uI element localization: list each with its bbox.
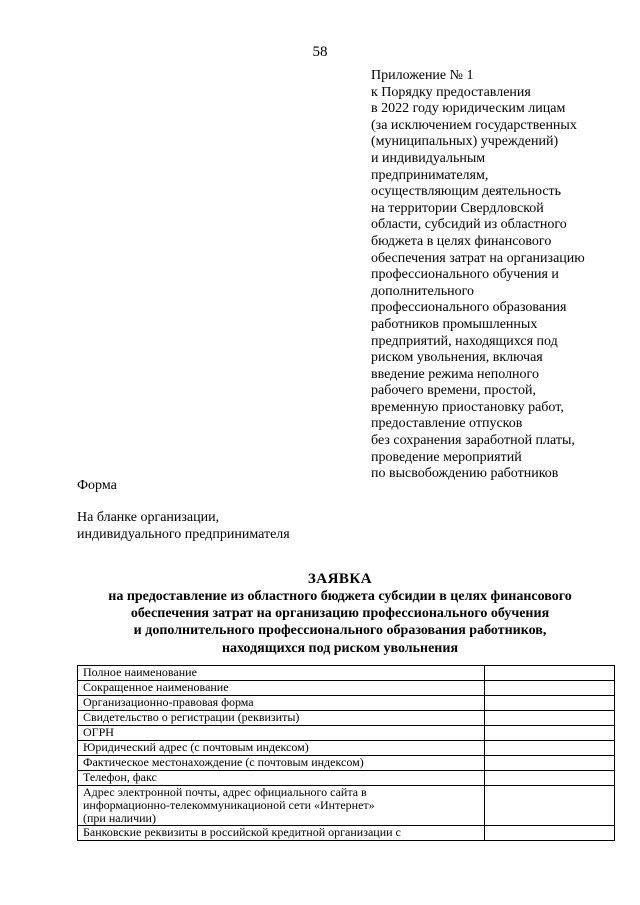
- appendix-line: риском увольнения, включая: [371, 350, 543, 366]
- appendix-line: введение режима неполного: [371, 366, 539, 382]
- field-value[interactable]: [484, 756, 614, 771]
- document-subtitle-line: обеспечения затрат на организацию профессионального обучения: [130, 606, 550, 622]
- appendix-line: проведение мероприятий: [371, 449, 522, 465]
- field-label: Телефон, факс: [78, 771, 485, 786]
- appendix-line: (муниципальных) учреждений): [371, 134, 559, 150]
- appendix-line: по высвобождению работников: [371, 466, 559, 482]
- table-row: [78, 726, 615, 741]
- page-number: 58: [312, 44, 328, 60]
- field-label: Фактическое местонахождение (с почтовым индексом): [78, 756, 485, 771]
- field-value[interactable]: [484, 726, 614, 741]
- document-subtitle-line: на предоставление из областного бюджета субсидии в целях финансового: [108, 589, 572, 604]
- document-subtitle-line: и дополнительного профессионального образования работников,: [133, 623, 547, 639]
- letterhead-line: индивидуального предпринимателя: [77, 527, 290, 542]
- field-label: Организационно-правовая форма: [78, 696, 485, 711]
- appendix-line: Приложение № 1: [371, 68, 474, 83]
- table-row: [78, 786, 615, 826]
- appendix-line: к Порядку предоставления: [371, 84, 531, 100]
- appendix-line: без сохранения заработной платы,: [371, 433, 575, 449]
- table-row: [78, 756, 615, 771]
- appendix-line: бюджета в целях финансового: [371, 233, 552, 249]
- table-row: [78, 666, 615, 681]
- appendix-line: на территории Свердловской: [371, 200, 544, 216]
- field-value[interactable]: [484, 696, 614, 711]
- field-value[interactable]: [484, 741, 614, 756]
- field-label: Банковские реквизиты в российской кредитной организации с: [78, 826, 485, 841]
- field-label: Сокращенное наименование: [78, 681, 485, 696]
- appendix-line: (за исключением государственных: [371, 117, 577, 133]
- appendix-line: временную приостановку работ,: [371, 399, 564, 415]
- appendix-line: в 2022 году юридическим лицам: [371, 101, 566, 117]
- appendix-line: осуществляющим деятельность: [371, 184, 562, 200]
- appendix-line: обеспечения затрат на организацию: [371, 250, 585, 266]
- table-row: [78, 681, 615, 696]
- application-form-table: [77, 665, 615, 841]
- field-value[interactable]: [484, 666, 614, 681]
- document-heading: [40, 570, 640, 657]
- table-row: [78, 711, 615, 726]
- field-value[interactable]: [484, 826, 614, 841]
- appendix-line: рабочего времени, простой,: [371, 383, 536, 399]
- document-title: ЗАЯВКА: [307, 571, 373, 587]
- field-label: Полное наименование: [78, 666, 485, 681]
- appendix-line: предоставление отпусков: [371, 416, 523, 432]
- field-label: Юридический адрес (с почтовым индексом): [78, 741, 485, 756]
- appendix-line: предприятий, находящихся под: [371, 333, 558, 349]
- letterhead-line: На бланке организации,: [77, 510, 220, 525]
- field-value[interactable]: [484, 771, 614, 786]
- form-label: Форма: [77, 478, 117, 493]
- appendix-line: профессионального образования: [371, 300, 567, 316]
- appendix-line: профессионального обучения и: [371, 267, 559, 283]
- field-label: Свидетельство о регистрации (реквизиты): [78, 711, 485, 726]
- table-row: [78, 826, 615, 841]
- document-subtitle-line: находящихся под риском увольнения: [221, 640, 459, 656]
- appendix-line: области, субсидий из областного: [371, 217, 567, 233]
- appendix-line: дополнительного: [371, 283, 474, 299]
- table-row: [78, 696, 615, 711]
- field-label: ОГРН: [78, 726, 485, 741]
- appendix-header: [371, 68, 631, 483]
- field-label: Адрес электронной почты, адрес официального сайта в информационно-телекоммуникационой сети «Интернет» (при наличии): [78, 786, 485, 826]
- appendix-line: предпринимателям,: [371, 167, 489, 183]
- appendix-line: работников промышленных: [371, 316, 538, 332]
- field-value[interactable]: [484, 786, 614, 826]
- appendix-line: и индивидуальным: [371, 150, 486, 166]
- field-value[interactable]: [484, 711, 614, 726]
- table-row: [78, 741, 615, 756]
- letterhead-note: [77, 509, 290, 543]
- table-row: [78, 771, 615, 786]
- field-value[interactable]: [484, 681, 614, 696]
